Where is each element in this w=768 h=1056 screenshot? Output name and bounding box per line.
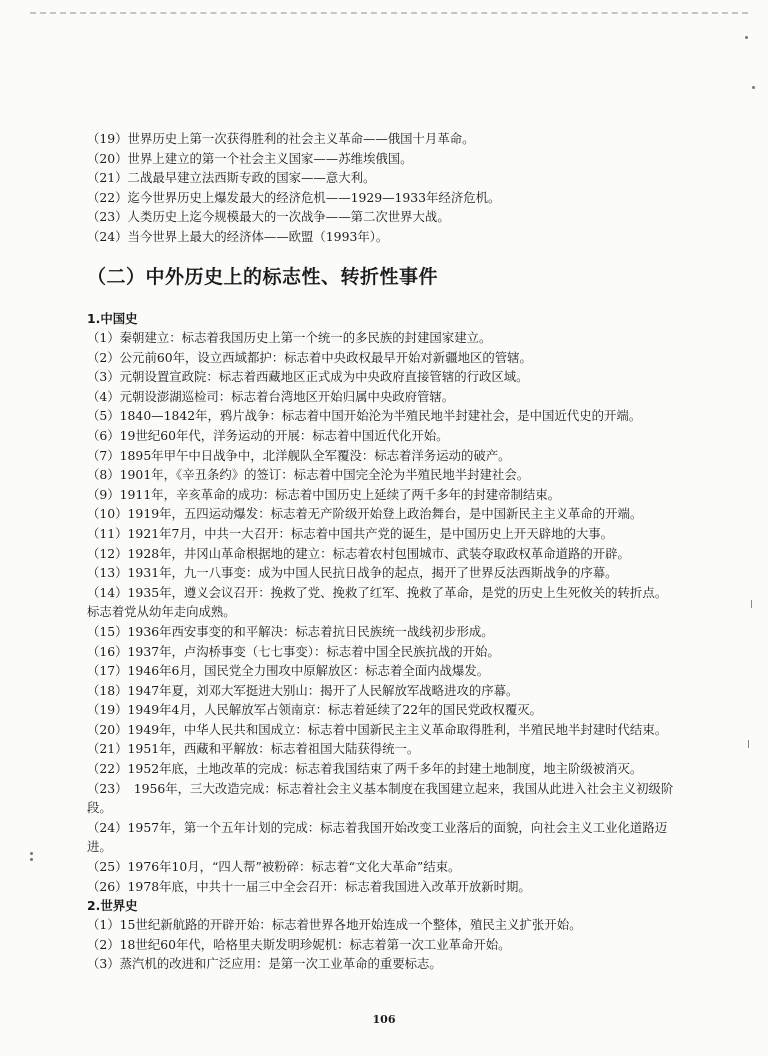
scan-speck xyxy=(745,36,748,39)
list-item: （21）二战最早建立法西斯专政的国家——意大利。 xyxy=(87,170,376,185)
list-item: （24）1957年，第一个五年计划的完成：标志着我国开始改变工业落后的面貌，向社会主义工业化道路迈进。 xyxy=(87,819,668,855)
list-item: （19）世界历史上第一次获得胜利的社会主义革命——俄国十月革命。 xyxy=(87,131,475,146)
list-item: （2）18世纪60年代，哈格里夫斯发明珍妮机：标志着第一次工业革命开始。 xyxy=(87,936,511,952)
list-item: （17）1946年6月，国民党全力围攻中原解放区：标志着全面内战爆发。 xyxy=(87,663,490,679)
scan-speck xyxy=(748,740,749,748)
page-number: 106 xyxy=(372,1013,396,1026)
list-item: （12）1928年，井冈山革命根据地的建立：标志着农村包围城市、武装夺取政权革命道路的开辟。 xyxy=(87,545,630,561)
list-item: （7）1895年甲午中日战争中，北洋舰队全军覆没：标志着洋务运动的破产。 xyxy=(87,447,511,463)
list-item: （22）迄今世界历史上爆发最大的经济危机——1929—1933年经济危机。 xyxy=(87,189,501,205)
china-history-list xyxy=(87,328,679,896)
list-item: （4）元朝设澎湖巡检司：标志着台湾地区开始归属中央政府管辖。 xyxy=(87,388,455,404)
scan-speck xyxy=(30,858,33,861)
scan-edge-line xyxy=(30,12,748,14)
list-item: （24）当今世界上最大的经济体——欧盟（1993年）。 xyxy=(87,228,389,244)
list-item: （20）1949年，中华人民共和国成立：标志着中国新民主主义革命取得胜利，半殖民地半封建时代结束。 xyxy=(87,721,668,737)
list-item: （22）1952年底，土地改革的完成：标志着我国结束了两千多年的封建土地制度，地主阶级被消灭。 xyxy=(87,761,643,777)
list-item: （3）蒸汽机的改进和广泛应用：是第一次工业革命的重要标志。 xyxy=(87,956,442,972)
list-item: （19）1949年4月，人民解放军占领南京：标志着延续了22年的国民党政权覆灭。 xyxy=(87,702,543,718)
list-item: （8）1901年，《辛丑条约》的签订：标志着中国完全沦为半殖民地半封建社会。 xyxy=(87,467,530,483)
scan-speck xyxy=(30,852,33,855)
list-item: （6）19世纪60年代，洋务运动的开展：标志着中国近代化开始。 xyxy=(87,427,449,443)
list-item: （5）1840—1842年，鸦片战争：标志着中国开始沦为半殖民地半封建社会，是中国近代史的开端。 xyxy=(87,408,642,424)
list-item: （18）1947年夏，刘邓大军挺进大别山：揭开了人民解放军战略进攻的序幕。 xyxy=(87,682,519,698)
list-item: （3）元朝设置宣政院：标志着西藏地区正式成为中央政府直接管辖的行政区域。 xyxy=(87,369,529,385)
list-item: （21）1951年，西藏和平解放：标志着祖国大陆获得统一。 xyxy=(87,741,420,757)
scan-speck xyxy=(751,600,752,608)
list-item: （9）1911年，辛亥革命的成功：标志着中国历史上延续了两千多年的封建帝制结束。 xyxy=(87,486,561,502)
events-body xyxy=(87,309,679,974)
world-history-list xyxy=(87,915,679,974)
section-title: （二）中外历史上的标志性、转折性事件 xyxy=(87,266,439,288)
list-item: （26）1978年底，中共十一届三中全会召开：标志着我国进入改革开放新时期。 xyxy=(87,878,531,894)
list-item: （23）人类历史上迄今规模最大的一次战争——第二次世界大战。 xyxy=(87,209,450,224)
list-item: （11）1921年7月，中共一大召开：标志着中国共产党的诞生，是中国历史上开天辟地的大事。 xyxy=(87,525,614,541)
list-item: （10）1919年，五四运动爆发：标志着无产阶级开始登上政治舞台，是中国新民主主义革命的开端。 xyxy=(87,506,643,522)
list-item: （14）1935年，遵义会议召开：挽救了党、挽救了红军、挽救了革命，是党的历史上生死攸关的转折点。标志着党从幼年走向成熟。 xyxy=(87,584,668,620)
superlatives-list xyxy=(87,129,727,246)
list-item: （20）世界上建立的第一个社会主义国家——苏维埃俄国。 xyxy=(87,150,413,166)
list-item: （25）1976年10月，“四人帮”被粉碎：标志着“文化大革命”结束。 xyxy=(87,859,461,875)
subsection-heading-world: 2.世界史 xyxy=(87,898,138,914)
list-item: （1）15世纪新航路的开辟开始：标志着世界各地开始连成一个整体，殖民主义扩张开始。 xyxy=(87,917,582,933)
list-item: （2）公元前60年，设立西域都护：标志着中央政权最早开始对新疆地区的管辖。 xyxy=(87,349,532,365)
subsection-heading-china: 1.中国史 xyxy=(87,311,138,326)
list-item: （16）1937年，卢沟桥事变（七七事变）：标志着中国全民族抗战的开始。 xyxy=(87,643,500,659)
list-item: （1）秦朝建立：标志着我国历史上第一个统一的多民族的封建国家建立。 xyxy=(87,330,492,345)
list-item: （23） 1956年，三大改造完成：标志着社会主义基本制度在我国建立起来，我国从此进入社会主义初级阶段。 xyxy=(87,780,674,816)
list-item: （13）1931年，九一八事变：成为中国人民抗日战争的起点，揭开了世界反法西斯战争的序幕。 xyxy=(87,565,618,581)
list-item: （15）1936年西安事变的和平解决：标志着抗日民族统一战线初步形成。 xyxy=(87,623,494,639)
scan-speck xyxy=(752,86,755,89)
